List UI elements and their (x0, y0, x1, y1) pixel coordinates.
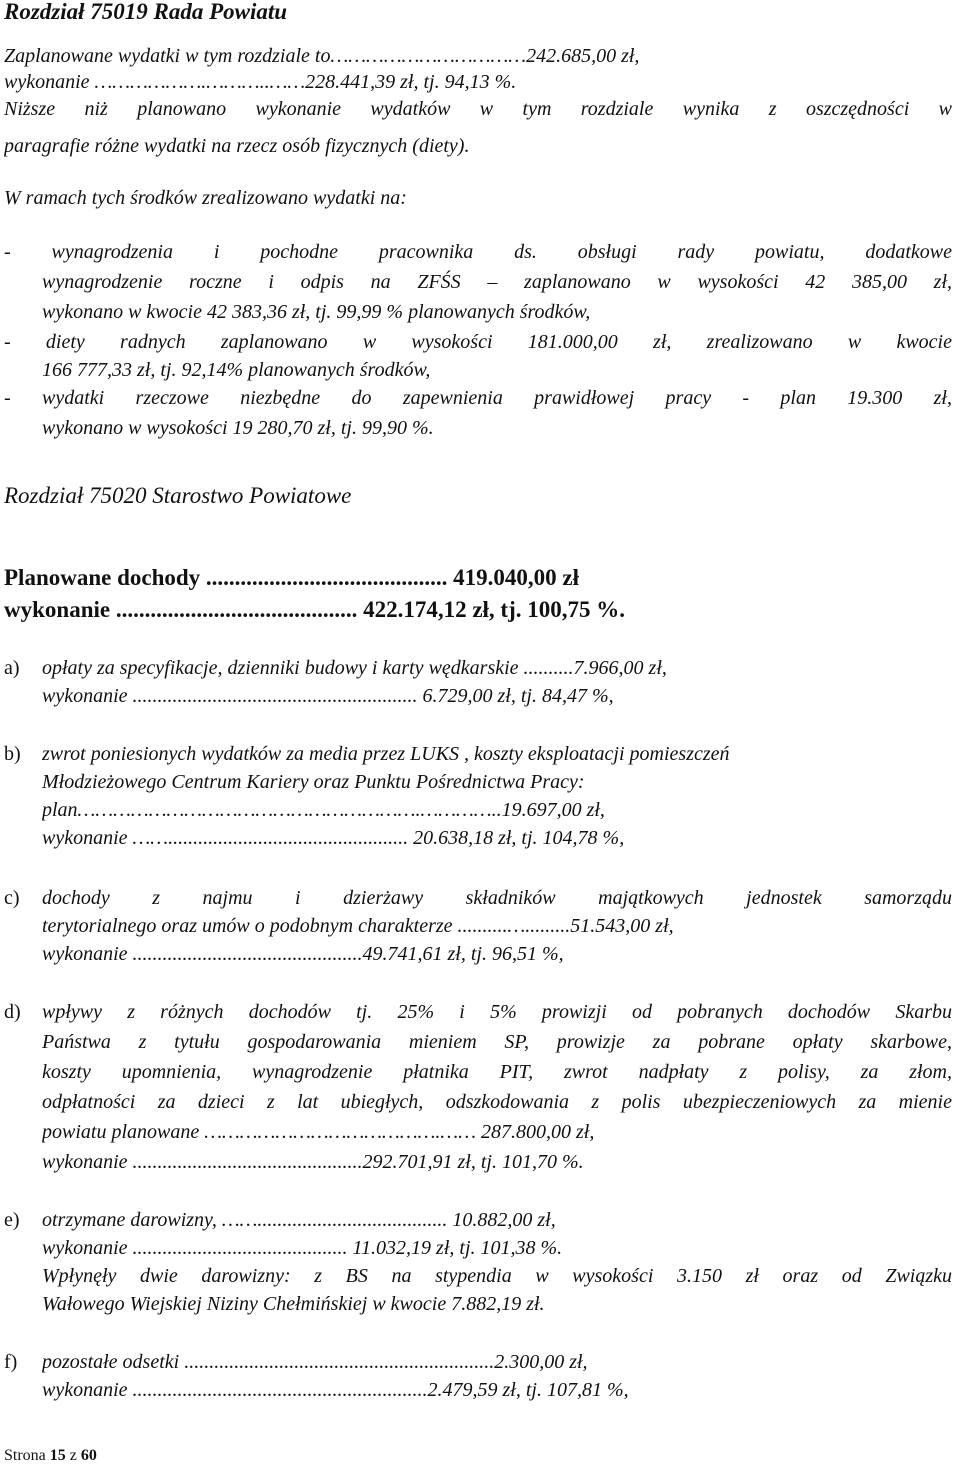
item-e-line3: Wpłynęły dwie darowizny: z BS na stypendia w wysokości 3.150 zł oraz od Związku (42, 1265, 952, 1287)
item-c-line2: terytorialnego oraz umów o podobnym charakterze ..........….........51.543,00 zł, (42, 915, 674, 937)
item-f-label: f) (4, 1351, 18, 1373)
item-salaries-line2: wynagrodzenie roczne i odpis na ZFŚS – zaplanowano w wysokości 42 385,00 zł, (42, 271, 952, 293)
section-heading-75019: Rozdział 75019 Rada Powiatu (4, 0, 288, 24)
page-label: Strona (4, 1447, 46, 1464)
income-execution-line: wykonanie .......................................... 422.174,12 zł, tj. 100,75 %. (4, 597, 625, 622)
page-number: 15 (49, 1447, 66, 1464)
item-a-label: a) (4, 657, 20, 679)
lower-execution-note-line2: paragrafie różne wydatki na rzecz osób fizycznych (diety). (4, 135, 470, 157)
planned-income-line: Planowane dochody .......................................... 419.040,00 zł (4, 565, 580, 590)
item-d-line2: Państwa z tytułu gospodarowania mieniem SP, prowizje za pobrane opłaty skarbowe, (42, 1031, 952, 1053)
funds-intro: W ramach tych środków zrealizowano wydatki na: (4, 187, 407, 209)
item-diets-line2: 166 777,33 zł, tj. 92,14% planowanych środków, (42, 359, 431, 381)
item-b-line2: Młodzieżowego Centrum Kariery oraz Punktu Pośrednictwa Pracy: (42, 771, 585, 793)
item-e-label: e) (4, 1209, 20, 1231)
item-d-line3: koszty upomnienia, wynagrodzenie płatnika PIT, zwrot nadpłaty z polisy, za złom, (42, 1061, 952, 1083)
item-diets-line1: - diety radnych zaplanowano w wysokości 181.000,00 zł, zrealizowano w kwocie (4, 331, 952, 353)
item-c-label: c) (4, 887, 20, 909)
page-of: z (69, 1447, 77, 1464)
item-material-line1: - wydatki rzeczowe niezbędne do zapewnienia prawidłowej pracy - plan 19.300 zł, (4, 387, 952, 409)
item-c-line3: wykonanie ..............................................49.741,61 zł, tj. 96,51 %, (42, 943, 564, 965)
item-d-line5: powiatu planowane ………………………………….…… 287.800,00 zł, (42, 1121, 595, 1143)
section-heading-75020: Rozdział 75020 Starostwo Powiatowe (4, 483, 352, 508)
item-d-line6: wykonanie ..............................................292.701,91 zł, tj. 101,70 %. (42, 1151, 584, 1173)
item-f-line2: wykonanie ...........................................................2.479,59 zł, tj. 107,81 %, (42, 1379, 629, 1401)
item-c-line1: dochody z najmu i dzierżawy składników majątkowych jednostek samorządu (42, 887, 952, 909)
item-e-line4: Wałowego Wiejskiej Niziny Chełmińskiej w kwocie 7.882,19 zł. (42, 1293, 545, 1315)
item-salaries-line3: wykonano w kwocie 42 383,36 zł, tj. 99,99 % planowanych środków, (42, 301, 591, 323)
item-d-line1: wpływy z różnych dochodów tj. 25% i 5% prowizji od pobranych dochodów Skarbu (42, 1001, 952, 1023)
item-e-line2: wykonanie ........................................... 11.032,19 zł, tj. 101,38 %. (42, 1237, 563, 1259)
item-salaries-line1: - wynagrodzenia i pochodne pracownika ds. obsługi rady powiatu, dodatkowe (4, 241, 952, 263)
item-a-line1: opłaty za specyfikacje, dzienniki budowy i karty wędkarskie ..........7.966,00 zł, (42, 657, 667, 679)
item-e-line1: otrzymane darowizny, ……...................................... 10.882,00 zł, (42, 1209, 556, 1231)
planned-expenses-line: Zaplanowane wydatki w tym rozdziale to……………………………242.685,00 zł, (4, 45, 640, 67)
item-d-label: d) (4, 1001, 21, 1023)
lower-execution-note-line1: Niższe niż planowano wykonanie wydatków w tym rozdziale wynika z oszczędności w (4, 98, 952, 120)
item-b-line1: zwrot poniesionych wydatków za media przez LUKS , koszty eksploatacji pomieszczeń (42, 743, 730, 765)
item-a-line2: wykonanie ......................................................... 6.729,00 zł, tj. 84,47 %, (42, 685, 614, 707)
item-f-line1: pozostałe odsetki ..............................................................2.300,00 zł, (42, 1351, 588, 1373)
execution-line: wykonanie ……………….………..……228.441,39 zł, tj. 94,13 %. (4, 71, 517, 93)
item-d-line4: odpłatności za dzieci z lat ubiegłych, odszkodowania z polis ubezpieczeniowych za mienie (42, 1091, 952, 1113)
item-material-line2: wykonano w wysokości 19 280,70 zł, tj. 99,90 %. (42, 417, 434, 439)
page-footer (4, 1446, 97, 1466)
item-b-line4: wykonanie ……................................................ 20.638,18 zł, tj. 104,78 %, (42, 827, 625, 849)
item-b-label: b) (4, 743, 21, 765)
page-total: 60 (80, 1447, 97, 1464)
item-b-line3: plan………………………………………………….…………..19.697,00 zł, (42, 799, 605, 821)
